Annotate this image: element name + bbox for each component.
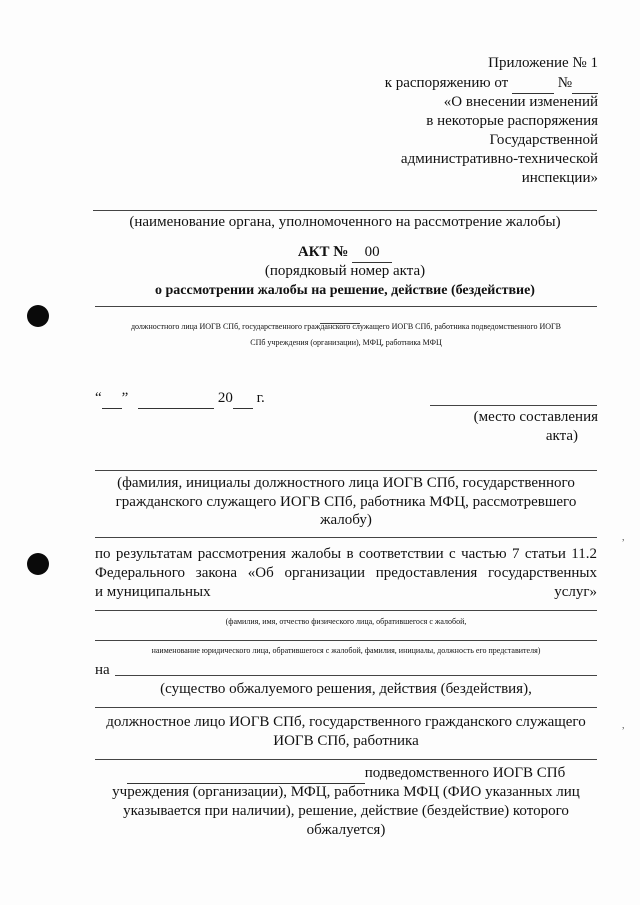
- results-line-1: по результатам рассмотрения жалобы в соответствии с частью 7 статьи 11.2: [95, 546, 597, 562]
- official2-line: [95, 707, 597, 708]
- header-line-7: инспекции»: [521, 170, 598, 186]
- punch-hole-top: [27, 305, 49, 327]
- institution-blank: [127, 764, 365, 784]
- official-caption-1: должностного лица ИОГВ СПб, государственного гражданского служащего ИОГВ СПб, работника подведомственного ИОГВ: [130, 322, 562, 331]
- header-line-5: Государственной: [489, 132, 598, 148]
- act-title: АКТ № 00: [93, 243, 597, 263]
- applicant-caption: (фамилия, имя, отчество физического лица, обратившегося с жалобой,: [225, 617, 467, 626]
- place-caption-1: (место составления: [473, 409, 598, 425]
- scan-mark: ,: [622, 720, 625, 731]
- place-line: [430, 405, 597, 406]
- official-line: [95, 306, 597, 307]
- act-number: 00: [352, 243, 392, 263]
- month-blank: [138, 389, 214, 409]
- header-order-ref: к распоряжению от №: [385, 74, 598, 94]
- punch-hole-bottom: [27, 553, 49, 575]
- last-line-3: указывается при наличии), решение, действие (бездействие) которого: [123, 803, 569, 819]
- legal-line: [95, 640, 597, 641]
- header-line-6: административно-технической: [400, 151, 598, 167]
- year-blank: [233, 389, 253, 409]
- na-label: на: [95, 662, 110, 678]
- reviewer-caption-3: жалобу): [320, 512, 372, 528]
- applicant-line: [95, 610, 597, 611]
- organ-name-line: [93, 210, 597, 211]
- institution-line: [95, 759, 597, 760]
- last-line-2: учреждения (организации), МФЦ, работника МФЦ (ФИО указанных лиц: [112, 784, 580, 800]
- order-date-blank: [512, 74, 554, 94]
- place-caption-2: акта): [545, 428, 578, 444]
- day-blank: [102, 389, 122, 409]
- header-appendix: Приложение № 1: [488, 55, 598, 71]
- reviewer-line: [95, 470, 597, 471]
- official2-line-1: должностное лицо ИОГВ СПб, государственного гражданского служащего: [106, 714, 586, 730]
- results-line-3: и муниципальных услуг»: [95, 584, 597, 600]
- decision-caption: (существо обжалуемого решения, действия (бездействия),: [160, 681, 532, 697]
- reviewer-caption-1: (фамилия, инициалы должностного лица ИОГВ СПб, государственного: [117, 475, 575, 491]
- official-caption-2: СПб учреждения (организации), МФЦ, работника МФЦ: [250, 338, 442, 347]
- scan-mark: ,: [622, 532, 625, 543]
- act-number-caption: (порядковый номер акта): [264, 263, 426, 279]
- header-line-3: «О внесении изменений: [443, 94, 598, 110]
- last-line-1: подведомственного ИОГВ СПб: [95, 764, 597, 784]
- header-line-4: в некоторые распоряжения: [426, 113, 598, 129]
- decision-line: [115, 675, 597, 676]
- order-number-blank: [572, 74, 598, 94]
- results-line-2: Федерального закона «Об организации предоставления государственных: [95, 565, 597, 581]
- organ-caption: (наименование органа, уполномоченного на рассмотрение жалобы): [129, 214, 561, 230]
- date-field: “ ” 20 г.: [95, 389, 265, 409]
- official2-line-2: ИОГВ СПб, работника: [273, 733, 419, 749]
- reviewer-caption-2: гражданского служащего ИОГВ СПб, работника МФЦ, рассмотревшего: [115, 494, 577, 510]
- legal-caption: наименование юридического лица, обратившегося с жалобой, фамилия, инициалы, должность его представителя): [151, 646, 541, 655]
- last-line-4: обжалуется): [306, 822, 386, 838]
- act-subject: о рассмотрении жалобы на решение, действие (бездействие): [155, 283, 535, 298]
- results-top-line: [95, 537, 597, 538]
